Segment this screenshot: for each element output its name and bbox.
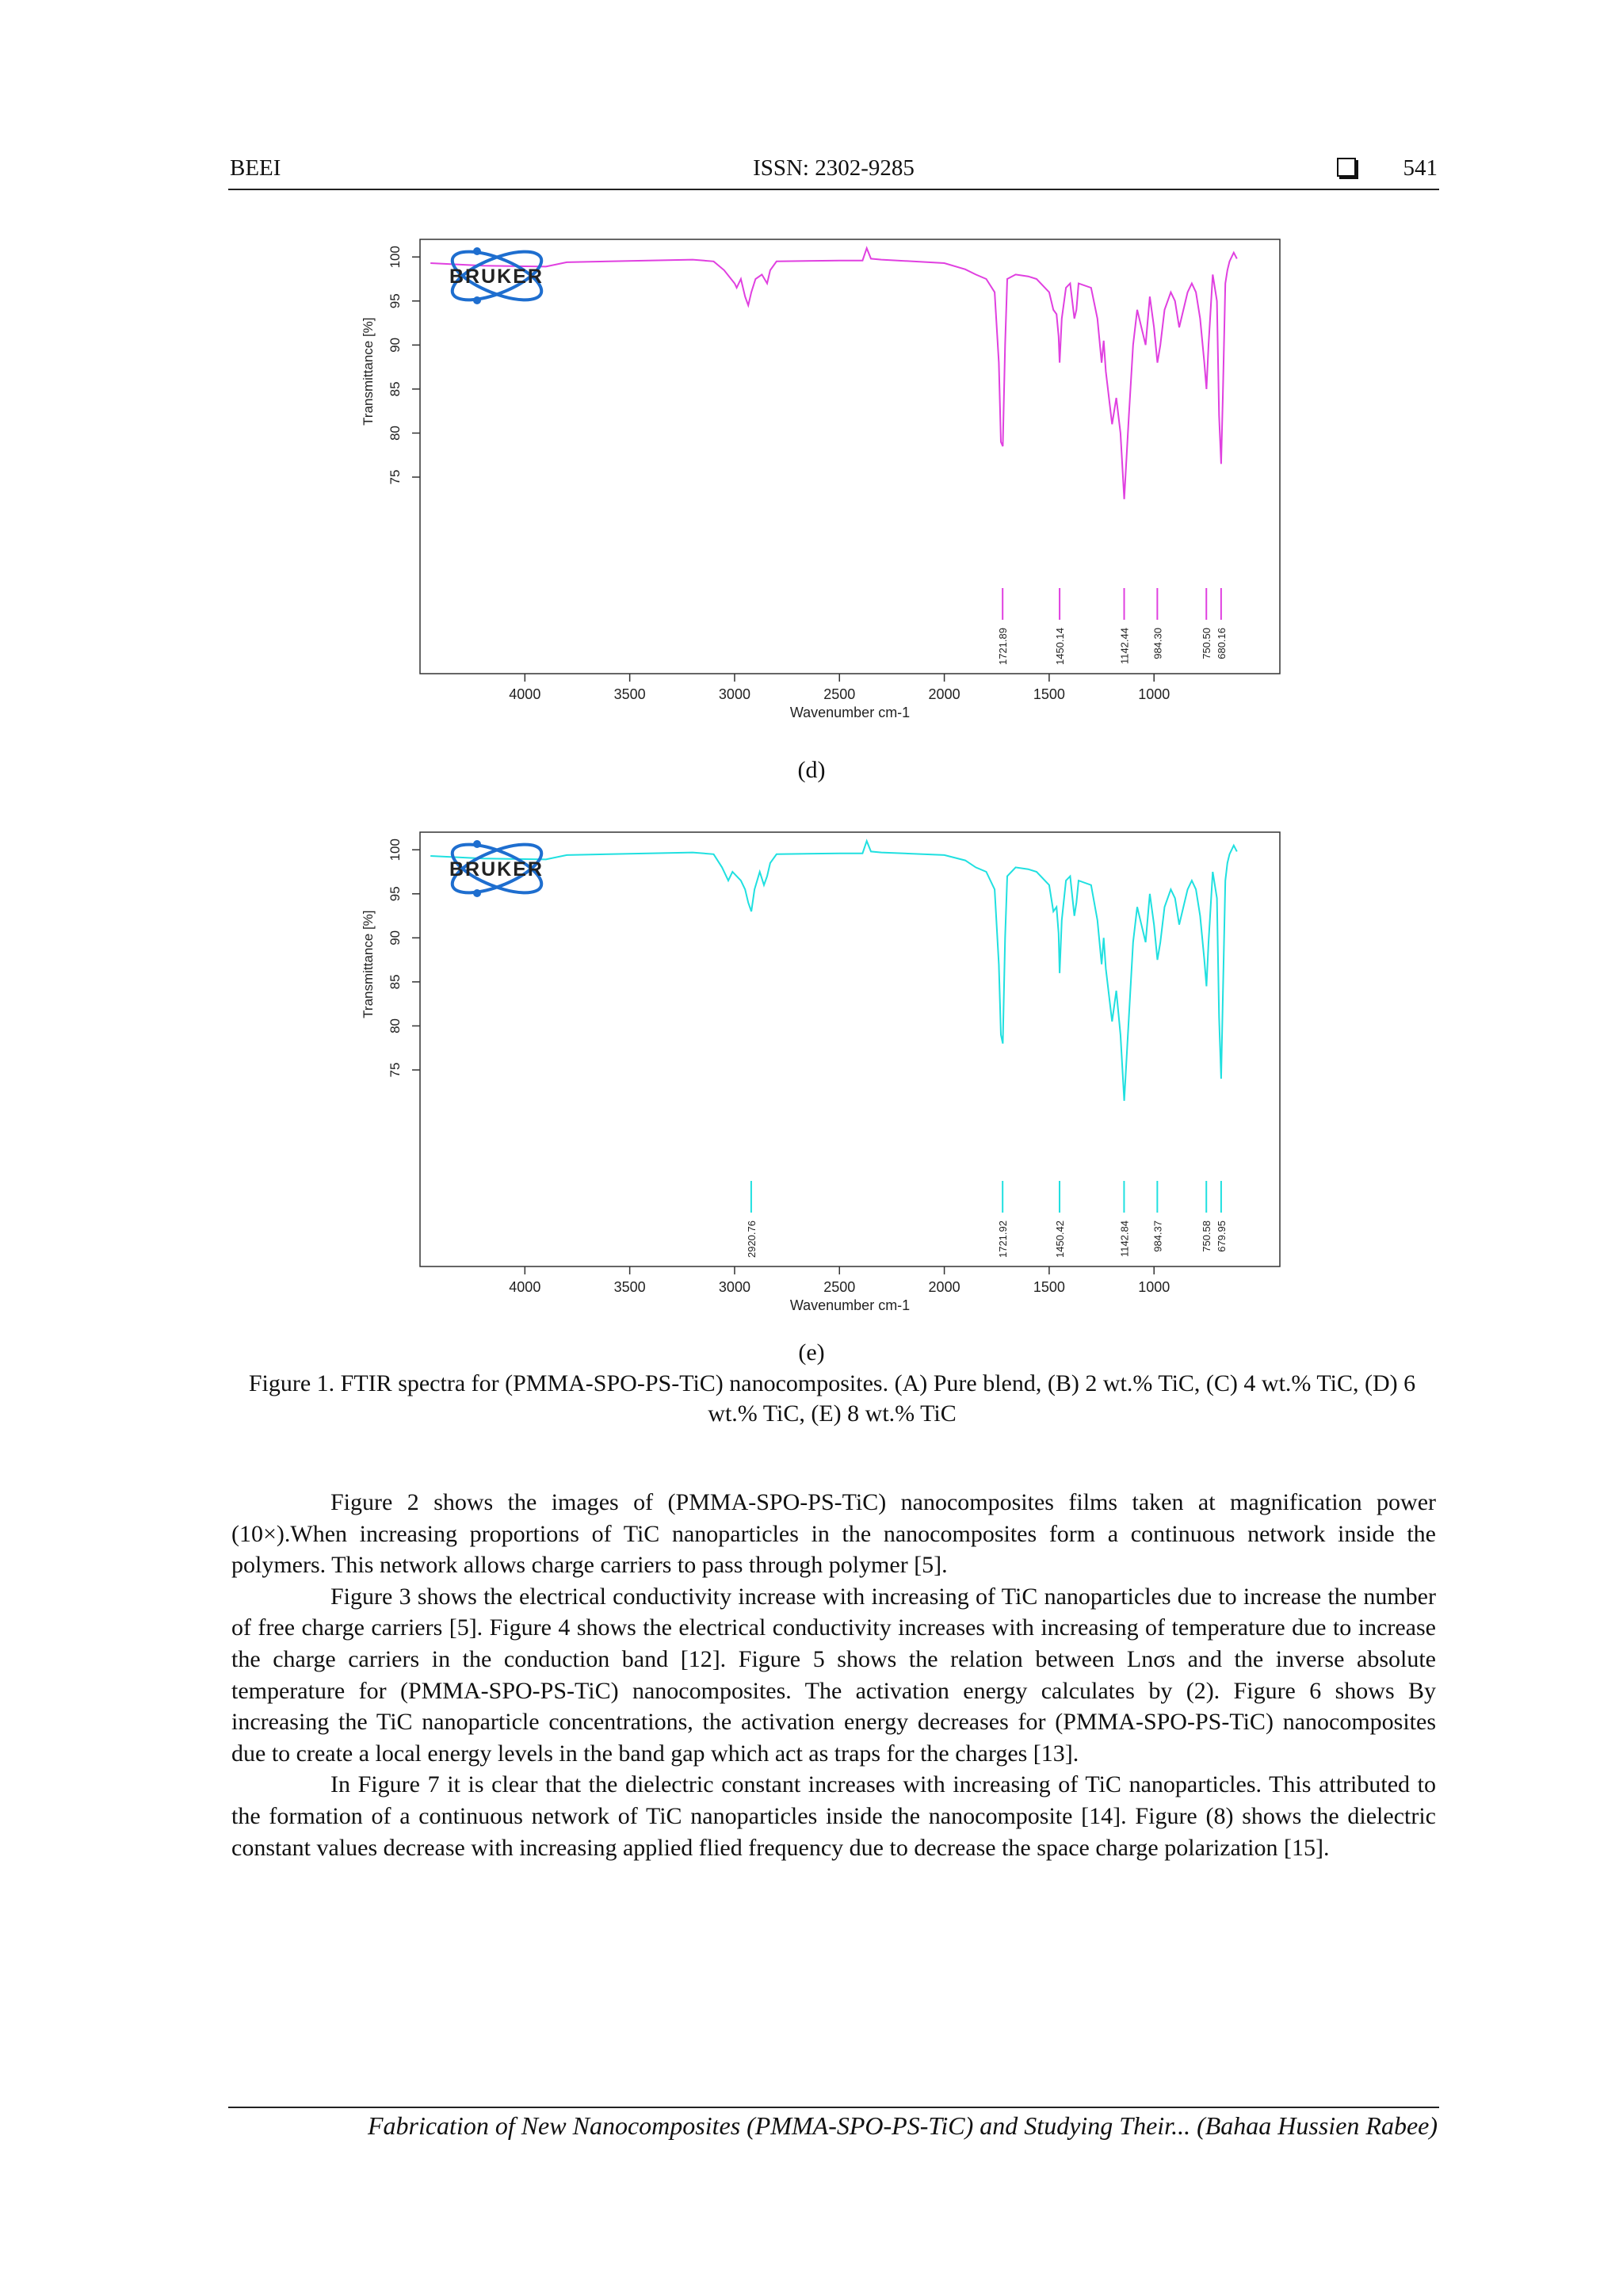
logo-text: BRUKER: [449, 858, 544, 881]
y-tick-label: 90: [388, 337, 403, 353]
peak-label: 1721.89: [997, 628, 1010, 665]
peak-label: 2920.76: [745, 1221, 758, 1258]
ftir-figure-d: [349, 230, 1284, 737]
x-axis-label: Wavenumber cm-1: [789, 705, 911, 720]
y-tick-label: 75: [388, 1062, 403, 1078]
x-tick-label: 2000: [928, 1279, 960, 1295]
page-number: 541: [1403, 155, 1438, 181]
y-tick-label: 80: [388, 1018, 403, 1033]
x-tick-label: 3500: [613, 686, 646, 702]
peak-label: 1721.92: [997, 1221, 1010, 1258]
x-tick-label: 1000: [1138, 1279, 1170, 1295]
paragraph: Figure 2 shows the images of (PMMA-SPO-PS-TiC) nanocomposites films taken at magnification power (10×).When increasing proportions of TiC nanoparticles in the nanocomposites form a continuous network inside the polymers. This network allows charge carriers to pass through polymer [5].: [231, 1489, 1436, 1579]
y-tick-label: 100: [388, 246, 403, 269]
x-tick-label: 4000: [509, 686, 541, 702]
logo-text: BRUKER: [449, 266, 544, 288]
y-tick-label: 90: [388, 930, 403, 946]
peak-label: 984.30: [1151, 628, 1164, 659]
peak-label: 680.16: [1215, 628, 1228, 659]
x-tick-label: 2500: [823, 1279, 856, 1295]
x-tick-label: 1000: [1138, 686, 1170, 702]
paragraph: In Figure 7 it is clear that the dielectric constant increases with increasing of TiC nanoparticles. This attributed to the formation of a continuous network of TiC nanoparticles inside the nanocomposite [14]. Figure (8) shows the dielectric constant values decrease with increasing applied flied frequency due to decrease the space charge polarization [15].: [231, 1771, 1436, 1861]
y-axis-label: Transmittance [%]: [361, 317, 376, 426]
peak-label: 750.58: [1201, 1221, 1213, 1252]
x-tick-label: 1500: [1033, 686, 1065, 702]
figure-sublabel-e: (e): [798, 1339, 825, 1366]
footer-rule: [228, 2107, 1439, 2108]
y-tick-label: 80: [388, 425, 403, 441]
y-tick-label: 95: [388, 886, 403, 902]
page-header: [230, 155, 1438, 187]
peak-label: 984.37: [1151, 1221, 1164, 1252]
peak-label: 750.50: [1201, 628, 1213, 659]
checkbox-glyph-icon: [1337, 158, 1356, 177]
header-rule: [228, 189, 1439, 190]
paragraph: Figure 3 shows the electrical conductivity increase with increasing of TiC nanoparticles due to increase the number of free charge carriers [5]. Figure 4 shows the electrical conductivity increases with increasing of temperature due to increase the charge carriers in the conduction band [12]. Figure 5 shows the relation between Lnσs and the inverse absolute temperature for (PMMA-SPO-PS-TiC) nanocomposites. The activation energy calculates by (2). Figure 6 shows By increasing the TiC nanoparticle concentrations, the activation energy decreases for (PMMA-SPO-PS-TiC) nanocomposites due to create a local energy levels in the band gap which act as traps for the charges [13].: [231, 1583, 1436, 1767]
y-tick-label: 75: [388, 469, 403, 485]
body-text: [231, 1487, 1436, 1863]
ftir-chart-d: [349, 230, 1284, 737]
logo-dot: [473, 296, 481, 304]
x-tick-label: 2000: [928, 686, 960, 702]
x-tick-label: 3000: [718, 1279, 750, 1295]
page-number-block: [1337, 155, 1438, 181]
y-tick-label: 100: [388, 839, 403, 861]
x-tick-label: 2500: [823, 686, 856, 702]
ftir-figure-e: [349, 823, 1284, 1330]
logo-dot: [473, 889, 481, 897]
logo-dot: [473, 247, 481, 255]
journal-name: BEEI: [230, 155, 281, 181]
y-axis-label: Transmittance [%]: [361, 910, 376, 1018]
figure-sublabel-d: (d): [797, 757, 826, 783]
y-tick-label: 95: [388, 293, 403, 309]
ftir-chart-e: [349, 823, 1284, 1330]
page-footer: Fabrication of New Nanocomposites (PMMA-SPO-PS-TiC) and Studying Their... (Bahaa Hussien Rabee): [367, 2111, 1438, 2140]
peak-label: 679.95: [1215, 1221, 1228, 1252]
x-tick-label: 3000: [718, 686, 750, 702]
x-axis-label: Wavenumber cm-1: [789, 1297, 911, 1313]
peak-label: 1142.44: [1118, 628, 1131, 665]
figure-caption: Figure 1. FTIR spectra for (PMMA-SPO-PS-TiC) nanocomposites. (A) Pure blend, (B) 2 wt.% TiC, (C) 4 wt.% TiC, (D) 6 wt.% TiC, (E) 8 wt.% TiC: [248, 1370, 1416, 1427]
peak-label: 1142.84: [1118, 1221, 1131, 1258]
peak-label: 1450.14: [1054, 628, 1067, 665]
x-tick-label: 4000: [509, 1279, 541, 1295]
x-tick-label: 3500: [613, 1279, 646, 1295]
y-tick-label: 85: [388, 974, 403, 990]
x-tick-label: 1500: [1033, 1279, 1065, 1295]
logo-dot: [473, 840, 481, 848]
peak-label: 1450.42: [1054, 1221, 1067, 1258]
y-tick-label: 85: [388, 381, 403, 397]
issn: ISSN: 2302-9285: [753, 155, 915, 181]
